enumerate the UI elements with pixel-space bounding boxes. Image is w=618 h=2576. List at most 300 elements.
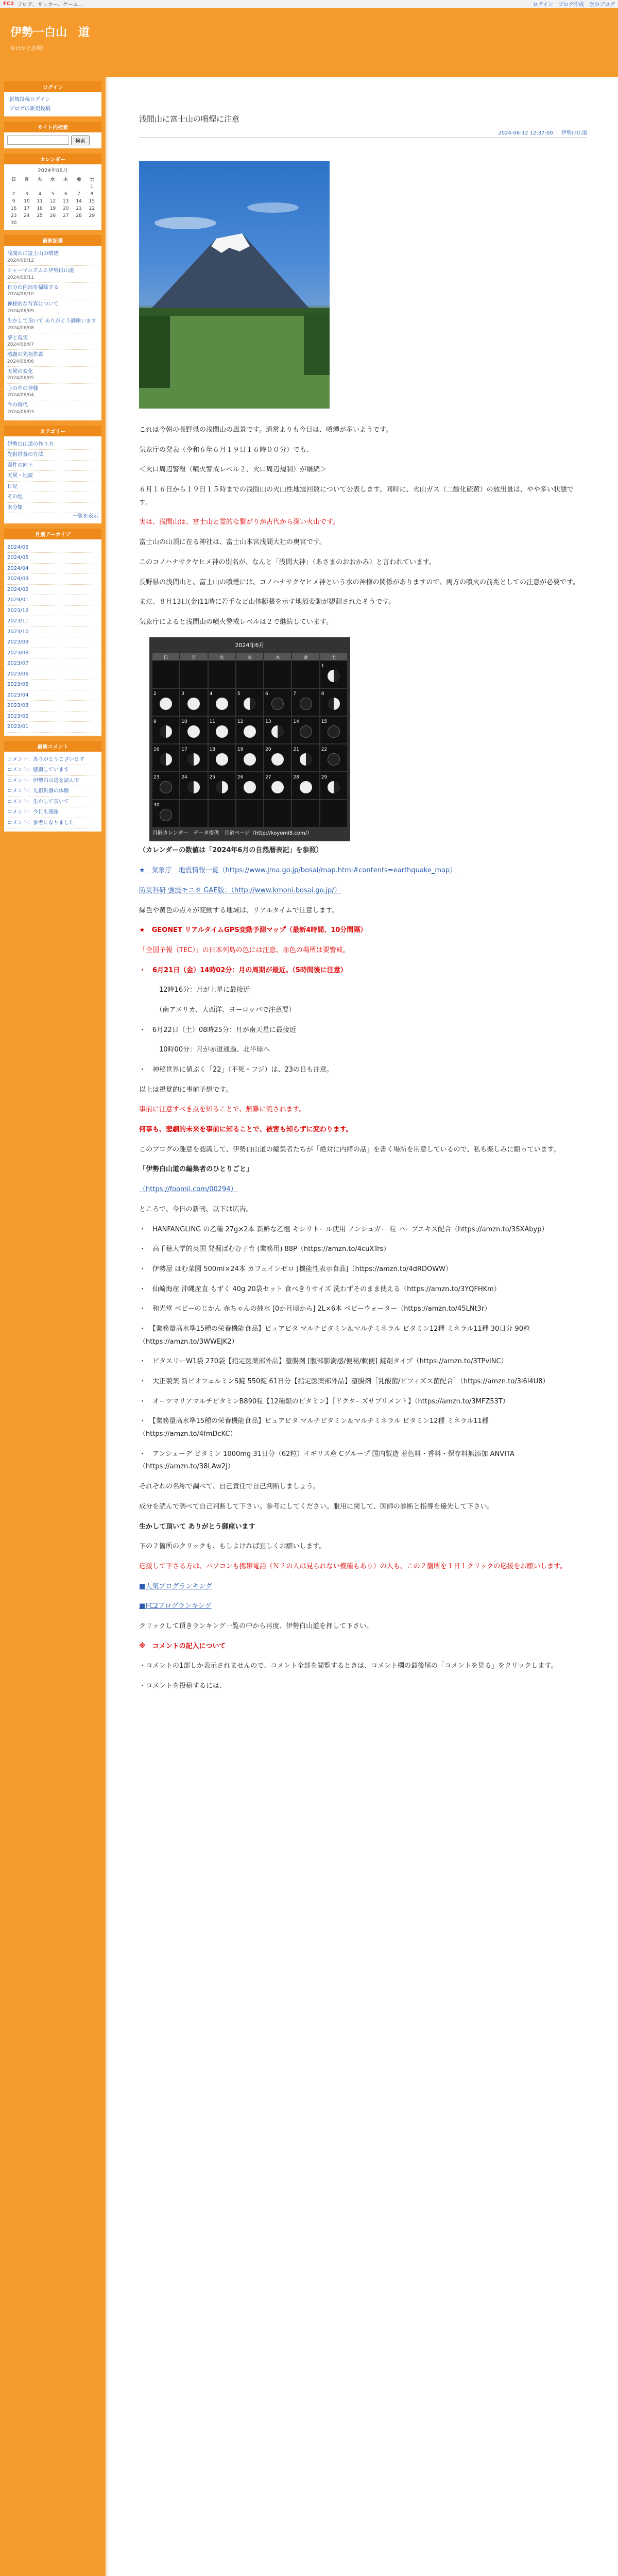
recent-post-title[interactable]: 今の時代	[7, 402, 28, 409]
recent-post-item[interactable]	[7, 350, 98, 367]
recent-heading: 最新記事	[4, 235, 101, 246]
calendar-day	[7, 183, 20, 191]
moon-day-number: 20	[265, 747, 271, 753]
comment-item[interactable]	[7, 786, 98, 797]
recent-post-title[interactable]: 心の中の神様	[7, 385, 38, 392]
moon-day-number: 22	[321, 747, 328, 753]
moon-phase-icon	[160, 753, 172, 766]
moon-day-number: 28	[293, 775, 299, 781]
blog-subtitle: 毎日が正念場！	[10, 46, 46, 52]
recent-post-date: 2024/06/11	[7, 275, 34, 280]
moon-day-cell	[152, 744, 179, 771]
category-item[interactable]	[7, 482, 98, 493]
moon-phase-icon	[244, 781, 256, 793]
category-link[interactable]: 日記	[7, 483, 18, 489]
moon-day-cell	[236, 800, 263, 827]
moon-phase-icon	[244, 698, 256, 710]
comment-link[interactable]: コメント：伊勢白山道を読んで	[7, 777, 79, 784]
calendar-day	[72, 183, 85, 191]
comment-link[interactable]: コメント：ありがとうございます	[7, 756, 84, 762]
calendar-day[interactable]: 30	[10, 221, 17, 226]
moon-phase-icon	[300, 725, 312, 738]
calendar-day[interactable]: 17	[24, 206, 30, 212]
login-link[interactable]: 新規投稿ログイン	[9, 97, 50, 103]
calendar-day[interactable]: 27	[63, 213, 69, 219]
ranking-link-2[interactable]: ■FC2ブログランキング	[139, 1602, 212, 1611]
moon-dow: 火	[209, 653, 235, 660]
moon-day-cell	[180, 717, 207, 743]
archive-link[interactable]: 2023/01	[7, 724, 29, 730]
comment-item[interactable]	[7, 765, 98, 776]
calendar-day[interactable]: 5	[51, 191, 55, 197]
para-26: 「伊勢白山道の編集者のひとりごと」	[139, 1165, 253, 1174]
calendar-day	[46, 183, 59, 191]
moon-day-number: 14	[293, 719, 299, 725]
category-item[interactable]	[7, 461, 98, 471]
moon-day-number: 27	[265, 775, 271, 781]
calendar-table	[7, 176, 98, 227]
para-9: まだ、８月13日(金)11時に若手など山体膨張を示す地殻変動が観測されたそうです。	[139, 598, 396, 606]
topbar-link-next[interactable]: 次のブログ	[589, 2, 615, 8]
moon-calendar-credit[interactable]: 月齢カレンダー データ提供 月齢ページ（http://koyomi8.com/）	[152, 831, 313, 837]
archive-item[interactable]	[7, 648, 98, 659]
moon-day-cell	[292, 689, 319, 716]
comment-item[interactable]	[7, 807, 98, 818]
comment-link[interactable]: コメント：生かして頂いて	[7, 799, 69, 805]
moon-day-number: 13	[265, 719, 271, 725]
archive-item[interactable]	[7, 606, 98, 617]
moon-grid	[152, 653, 347, 827]
moon-day-number: 7	[293, 691, 297, 697]
moon-phase-icon	[187, 698, 200, 710]
recent-post-item[interactable]	[7, 266, 98, 283]
recent-post-date: 2024/06/03	[7, 409, 34, 415]
moon-day-number: 5	[237, 691, 241, 697]
moon-dow: 土	[320, 653, 347, 660]
moon-phase-icon	[216, 753, 228, 766]
calendar-day[interactable]: 3	[25, 191, 28, 197]
comment-link[interactable]: コメント：感謝しています	[7, 767, 69, 773]
para-13: 緑色や黄色の点々が変動する地域は、リアルタイムで注意します。	[139, 906, 339, 914]
calendar-day[interactable]: 1	[90, 184, 94, 190]
moon-day-number: 24	[181, 775, 187, 781]
calendar-day[interactable]: 19	[49, 206, 56, 212]
recent-post-item[interactable]	[7, 316, 98, 333]
recent-post-item[interactable]	[7, 384, 98, 401]
moon-phase-icon	[271, 781, 284, 793]
recent-post-item[interactable]	[7, 367, 98, 384]
calendar-day[interactable]: 16	[10, 206, 17, 212]
mount-fuji-photo	[139, 161, 330, 409]
moon-phase-icon	[187, 753, 200, 766]
calendar-day[interactable]: 6	[64, 191, 67, 197]
para-22: 以上は視覚的に事前予想です。	[139, 1086, 232, 1094]
moon-day-number: 11	[209, 719, 216, 725]
comment-rule-2: ・コメントを投稿するには、	[139, 1682, 227, 1690]
category-link[interactable]: その他	[7, 494, 23, 500]
calendar-day	[33, 219, 46, 227]
moon-day-cell	[236, 717, 263, 743]
archive-item[interactable]	[7, 690, 98, 701]
moon-dow: 木	[264, 653, 291, 660]
para-19: ・ 6月22日（土）08時25分：月が南天星に最接近	[139, 1026, 296, 1034]
calendar-day[interactable]: 14	[76, 198, 82, 204]
calendar-day	[85, 219, 98, 227]
comment-link[interactable]: コメント：今日も感謝	[7, 809, 59, 816]
para-30: 成分を読んで調べて自己判断して下さい。参考にしてください。服用に関して、医師の診断と指導を優先して下さい。	[139, 1502, 494, 1511]
recent-post-date: 2024/06/09	[7, 308, 34, 314]
ad-item[interactable]: ・ オーツマリアマルチビタミンB890粒【12種類のビタミン】［ドクターズサプリメント】（https://amzn.to/3MFZ53T）	[139, 1397, 509, 1405]
archive-item[interactable]	[7, 637, 98, 648]
moon-day-cell	[264, 800, 291, 827]
archive-link[interactable]: 2023/09	[7, 639, 29, 646]
para-21: ・ 神秘世界に値ぶく「22」（不死・フジ）は、23の日も注意。	[139, 1066, 334, 1074]
moon-dow: 水	[236, 653, 263, 660]
para-16: ・ 6月21日（金）14時02分：月の周期が最近。（5時間後に注意）	[139, 966, 347, 974]
post-body	[139, 424, 582, 1693]
moon-day-number: 19	[237, 747, 244, 753]
comment-item[interactable]	[7, 797, 98, 808]
archive-item[interactable]	[7, 564, 98, 574]
para-4: ６月１６日から１９日１５時までの浅間山の火山性地震回数について公表します。同時に、火山ガス（二酸化硫黄）の放出量は、やや多い状態です。	[139, 486, 574, 506]
archive-link[interactable]: 2023/12	[7, 607, 29, 614]
moon-day-number: 4	[209, 691, 213, 697]
moon-day-number: 21	[293, 747, 299, 753]
moon-day-number: 10	[181, 719, 187, 725]
moon-day-cell	[209, 717, 235, 743]
calendar-day	[20, 183, 33, 191]
calendar-day	[59, 219, 72, 227]
title-divider	[139, 137, 587, 138]
moon-day-cell	[236, 661, 263, 688]
moon-day-cell	[292, 772, 319, 799]
calendar-day[interactable]: 18	[37, 206, 43, 212]
para-28: ところで、今日の新刊、以下は広告。	[139, 1205, 253, 1213]
ranking-link-1[interactable]: ■人気ブログランキング	[139, 1582, 212, 1590]
moon-day-cell	[320, 744, 347, 771]
geonet-heading[interactable]: ★ GEONET リアルタイムGPS変動予測マップ（最新4時間、10分間隔）	[139, 926, 367, 935]
comment-item[interactable]	[7, 818, 98, 829]
calendar-day[interactable]: 22	[89, 206, 95, 212]
para-3: ＜火口周辺警報（噴火警戒レベル２、火口周辺規制）が継続＞	[139, 466, 327, 474]
archive-link[interactable]: 2023/11	[7, 618, 29, 624]
ad-item[interactable]: ・ 仙崎海産 沖縄産直 もずく 40g 20袋セット 食べきりサイズ 洗わずそのまま使える（https://amzn.to/3YQFHKm）	[139, 1285, 501, 1293]
moon-day-number: 16	[153, 747, 160, 753]
moon-phase-icon	[187, 725, 200, 738]
calendar-day[interactable]: 2	[12, 191, 15, 197]
ad-item[interactable]: ・ 【業務量高水準15種の栄養機能食品】ビュアビタ マルチビタミン＆マルチミネラル ビタミン12種 ミネラル11種 30日分 90粒（https://amzn.to/3WWEJK2）	[139, 1325, 530, 1346]
archive-link[interactable]: 2023/06	[7, 671, 29, 677]
moon-day-cell	[320, 689, 347, 716]
ad-item[interactable]: ・ アンシェーデ ビタミン 1000mg 31日分（62粒）イギリス産 Cグループ 国内製造 着色料・香料・保存料無添加 ANVITA（https://amzn.to/38LAw2J）	[139, 1450, 514, 1471]
moon-day-cell	[264, 661, 291, 688]
archive-item[interactable]	[7, 680, 98, 690]
blog-title[interactable]: 伊勢一白山 道	[10, 26, 90, 39]
calendar-dow: 土	[89, 177, 94, 182]
moon-day-cell	[236, 689, 263, 716]
calendar-day[interactable]: 29	[89, 213, 95, 219]
calendar-day[interactable]: 28	[76, 213, 82, 219]
moon-day-cell	[320, 800, 347, 827]
new-post-link[interactable]: ブログの新規投稿	[9, 106, 50, 112]
moon-phase-icon	[187, 781, 200, 793]
para-31: 生かして頂いて ありがとう御座います	[139, 1522, 255, 1531]
sidebar-search	[4, 122, 101, 148]
search-input[interactable]	[7, 135, 69, 145]
category-link[interactable]: 霊性の向上	[7, 462, 33, 468]
calendar-day	[33, 183, 46, 191]
moon-day-cell	[292, 744, 319, 771]
sidebar-archive	[4, 529, 101, 736]
ad-item[interactable]: ・ 伊勢屋 はむ菜園 500ml×24本 カフェインゼロ [機能性表示食品]（https://amzn.to/4dRDOWW）	[139, 1265, 452, 1273]
moon-phase-icon	[271, 753, 284, 766]
recent-post-title[interactable]: 生かして頂いて ありがとう御座います	[7, 318, 97, 325]
moon-dow: 金	[292, 653, 319, 660]
moon-day-cell	[292, 717, 319, 743]
calendar-day[interactable]: 26	[49, 213, 56, 219]
moon-day-cell	[320, 661, 347, 688]
moon-day-cell	[209, 772, 235, 799]
comment-link[interactable]: コメント：先祖供養の体験	[7, 788, 69, 794]
para-33: 応援して下さる方は、パソコンも携帯電話（Ｎ２の人は見られない機種もあり）の人も、この２箇所を１日１クリックの応援をお願いします。	[139, 1562, 567, 1570]
category-item[interactable]	[7, 492, 98, 503]
recent-post-title[interactable]: 自分の内部を掃除する	[7, 284, 59, 291]
recent-post-date: 2024/06/06	[7, 359, 34, 364]
calendar-day[interactable]: 25	[37, 213, 43, 219]
archive-link[interactable]: 2024/06	[7, 544, 29, 550]
recent-post-date: 2024/06/04	[7, 393, 34, 398]
calendar-day[interactable]: 15	[89, 198, 95, 204]
topbar-link-login[interactable]: ログイン	[533, 2, 553, 8]
recent-post-item[interactable]	[7, 249, 98, 266]
para-23: 事前に注意すべき点を知ることで、無難に流されます。	[139, 1106, 306, 1114]
moon-day-number: 26	[237, 775, 244, 781]
archive-item[interactable]	[7, 543, 98, 553]
archive-link[interactable]: 2023/04	[7, 692, 29, 698]
calendar-dow: 日	[11, 177, 16, 182]
calendar-day[interactable]: 12	[49, 198, 56, 204]
moon-day-number: 23	[153, 775, 160, 781]
moon-calendar	[149, 637, 350, 842]
archive-item[interactable]	[7, 585, 98, 596]
archive-item[interactable]	[7, 616, 98, 627]
category-item[interactable]	[7, 503, 98, 514]
login-heading: ログイン	[4, 81, 101, 92]
moon-day-cell	[320, 717, 347, 743]
mountain-illustration	[139, 161, 330, 409]
moon-phase-icon	[271, 725, 284, 738]
jma-link[interactable]: ★ 気象庁 地震情報一覧（https://www.jma.go.jp/bosai/map.html#contents=earthquake_map）	[139, 867, 457, 875]
archive-link[interactable]: 2023/07	[7, 660, 29, 667]
comment-item[interactable]	[7, 755, 98, 766]
para-2: 気象庁の発表（令和６年６月１９日１６時００分）でも、	[139, 446, 314, 454]
para-7: このコノハナサクヤヒメ神の別名が、なんと「浅間大神」（あさまのおおかみ）と言われています。	[139, 558, 436, 566]
moon-day-cell	[152, 689, 179, 716]
para-6: 富士山の山頂に在る神社は、富士山本宮浅間大社の奥宮です。	[139, 538, 326, 547]
sidebar-recent	[4, 235, 101, 420]
calendar-day[interactable]: 21	[76, 206, 82, 212]
sidebar-comments	[4, 741, 101, 832]
moon-phase-icon	[216, 725, 228, 738]
moon-phase-icon	[271, 698, 284, 710]
calendar-dow: 火	[37, 177, 42, 182]
para-24: 何事も、悲劇的未来を事前に知ることで、被害も知らずに変わります。	[139, 1126, 353, 1134]
calendar-day[interactable]: 20	[63, 206, 69, 212]
sidebar	[0, 77, 106, 2576]
moon-day-number: 25	[209, 775, 216, 781]
recent-post-title[interactable]: 夢と現実	[7, 335, 28, 341]
moon-day-cell	[152, 717, 179, 743]
category-item[interactable]	[7, 450, 98, 461]
moon-day-cell	[180, 772, 207, 799]
calendar-day[interactable]: 4	[38, 191, 42, 197]
recent-post-item[interactable]	[7, 283, 98, 300]
category-item[interactable]	[7, 471, 98, 482]
moon-day-cell	[292, 661, 319, 688]
topbar-notice: ブログ、サッカー、ゲーム…	[17, 2, 84, 8]
moon-phase-icon	[160, 725, 172, 738]
moon-day-cell	[264, 772, 291, 799]
archive-link[interactable]: 2023/03	[7, 703, 29, 709]
category-link[interactable]: 天候・地震	[7, 473, 33, 479]
recent-post-item[interactable]	[7, 333, 98, 350]
post-title[interactable]: 浅間山に富士山の噴煙に注意	[139, 114, 240, 124]
fc2-logo[interactable]: FC2	[3, 1, 14, 7]
calendar-day[interactable]: 23	[10, 213, 17, 219]
moon-day-cell	[180, 744, 207, 771]
comment-rules-heading: ※ コメントの記入について	[139, 1642, 226, 1650]
calendar-day	[46, 219, 59, 227]
archive-link[interactable]: 2024/04	[7, 565, 29, 571]
archive-item[interactable]	[7, 711, 98, 722]
archive-item[interactable]	[7, 658, 98, 669]
moon-phase-icon	[216, 698, 228, 710]
moon-day-cell	[264, 717, 291, 743]
calendar-heading: カレンダー	[4, 154, 101, 164]
topbar-link-create[interactable]: ブログ作成	[558, 2, 584, 8]
calendar-day[interactable]: 24	[24, 213, 30, 219]
moon-phase-icon	[328, 698, 340, 710]
moon-phase-icon	[300, 781, 312, 793]
archive-item[interactable]	[7, 574, 98, 585]
para-25: このブログの趣意を認識して、伊勢白山道の編集者たちが「絶対に内緒の話」を書く場所を用意しているので、私も楽しみに願っています。	[139, 1145, 560, 1154]
recent-post-date: 2024/06/05	[7, 376, 34, 381]
moon-phase-icon	[244, 753, 256, 766]
moon-day-number: 2	[153, 691, 157, 697]
moon-day-cell	[292, 800, 319, 827]
category-link[interactable]: 先祖供養の方法	[7, 452, 43, 458]
moon-day-number: 1	[321, 664, 324, 669]
archive-heading: 月別アーカイブ	[4, 529, 101, 539]
archive-link[interactable]: 2023/08	[7, 650, 29, 656]
moon-day-cell	[236, 744, 263, 771]
search-heading: サイト内検索	[4, 122, 101, 132]
recent-post-title[interactable]: 天候の変化	[7, 368, 33, 375]
category-item[interactable]	[7, 439, 98, 450]
moon-phase-icon	[328, 781, 340, 793]
ad-item[interactable]: ・ 【業務量高水準15種の栄養機能食品】ビュアビタ マルチビタミン＆マルチミネラル ビタミン12種 ミネラル11種（https://amzn.to/4fmDcKC）	[139, 1417, 489, 1438]
recent-post-date: 2024/06/10	[7, 292, 34, 297]
kmoni-link[interactable]: 防災科研 強震モニタ GAE版：（http://www.kmoni.bosai.go.jp/）	[139, 886, 341, 894]
ad-item[interactable]: ・ 和光堂 ベビーのじかん 赤ちゃんの純水 [0か月頃から] 2L×6本 ベビーウォーター（https://amzn.to/45LNt3r）	[139, 1305, 491, 1313]
recent-post-date: 2024/06/12	[7, 258, 34, 263]
moon-dow: 月	[180, 653, 207, 660]
para-29: それぞれの名称で調べて、自己責任で自己判断しましょう。	[139, 1483, 320, 1491]
post-meta[interactable]: 2024-06-12 12:37:00 ｜ 伊勢白山道	[498, 130, 587, 136]
ad-item[interactable]: ・ 大正製薬 新ビオフェルミンS錠 550錠 61日分【指定医薬部外品】整腸剤［乳酸菌/ビフィズス菌配合］（https://amzn.to/3i6l4U8）	[139, 1378, 550, 1386]
category-link[interactable]: 未分類	[7, 504, 23, 511]
calendar-dow: 水	[50, 177, 55, 182]
calendar-day[interactable]: 10	[24, 198, 30, 204]
archive-item[interactable]	[7, 595, 98, 606]
moon-phase-icon	[328, 725, 340, 738]
archive-link[interactable]: 2024/02	[7, 586, 29, 592]
moon-caption: （カレンダーの数値は「2024年6月の自然暦表記」を参照）	[139, 846, 323, 855]
calendar-month: 2024年06月	[38, 168, 68, 174]
ad-item[interactable]: ・ HANFANGLING の乙種 27g×2本 新鮮な乙塩 キシリトール使用 ノンシュガー 粒 ハーブエキス配合（https://amzn.to/3SXAbyp）	[139, 1225, 548, 1233]
recent-post-title[interactable]: シャーマニズムと伊勢白山道	[7, 268, 74, 274]
moon-day-cell	[152, 772, 179, 799]
category-link[interactable]: 伊勢白山道の作り方	[7, 441, 54, 447]
recent-post-title[interactable]: 神秘的な写真について	[7, 301, 59, 308]
moon-day-cell	[209, 800, 235, 827]
calendar-day	[20, 219, 33, 227]
calendar-dow: 木	[63, 177, 68, 182]
recent-post-item[interactable]	[7, 400, 98, 417]
categories-more-link[interactable]: 一覧を表示	[73, 514, 98, 520]
calendar-day[interactable]: 13	[63, 198, 69, 204]
recent-post-title[interactable]: 浅間山に富士山の噴煙	[7, 251, 59, 257]
moon-day-cell	[180, 800, 207, 827]
ad-item[interactable]: ・ 高千穂大学的英国 発掘ばむむ子育 (業務用) 88P（https://amzn.to/4cuXTrs）	[139, 1245, 390, 1253]
archive-link[interactable]: 2023/10	[7, 629, 29, 635]
para-17: 12時16分：月が上星に最接近	[139, 986, 250, 994]
archive-link[interactable]: 2023/02	[7, 713, 29, 719]
moon-day-number: 3	[181, 691, 185, 697]
calendar-day[interactable]: 8	[90, 191, 94, 197]
calendar-day[interactable]: 7	[77, 191, 80, 197]
ad-item[interactable]: ・ ビタスリーW1袋 270袋【指定医薬部外品】整腸剤 [腹部膨満感/便秘/軟便] 錠剤タイプ（https://amzn.to/3TPvlNC）	[139, 1358, 508, 1366]
ranking-caption: クリックして頂きランキング一覧の中から再度、伊勢白山道を押して下さい。	[139, 1622, 373, 1630]
archive-item[interactable]	[7, 627, 98, 638]
archive-item[interactable]	[7, 669, 98, 680]
archive-link[interactable]: 2023/05	[7, 682, 29, 688]
moon-day-cell	[209, 689, 235, 716]
recent-post-item[interactable]	[7, 299, 98, 316]
sidebar-login	[4, 81, 101, 116]
moon-day-cell	[320, 772, 347, 799]
archive-link[interactable]: 2024/03	[7, 576, 29, 582]
moon-day-number: 29	[321, 775, 328, 781]
search-button[interactable]: 検索	[71, 135, 90, 145]
calendar-day[interactable]: 9	[12, 198, 15, 204]
archive-link[interactable]: 2024/05	[7, 555, 29, 561]
para-15: 「全国予報（TEC）」の日本列島の色には注意、赤色の場所は要警戒。	[139, 946, 350, 954]
comment-item[interactable]	[7, 776, 98, 787]
archive-link[interactable]: 2024/01	[7, 597, 29, 603]
archive-item[interactable]	[7, 553, 98, 564]
moon-day-number: 9	[153, 719, 157, 725]
archive-item[interactable]	[7, 701, 98, 711]
moon-day-number: 18	[209, 747, 216, 753]
recent-post-title[interactable]: 感謝の先祖供養	[7, 352, 43, 358]
foomii-link[interactable]: （https://foomii.com/00294）	[139, 1185, 237, 1194]
moon-day-number: 17	[181, 747, 187, 753]
moon-phase-icon	[160, 781, 172, 793]
comment-link[interactable]: コメント：参考になりました	[7, 820, 74, 826]
archive-item[interactable]	[7, 722, 98, 733]
calendar-day[interactable]: 11	[37, 198, 43, 204]
